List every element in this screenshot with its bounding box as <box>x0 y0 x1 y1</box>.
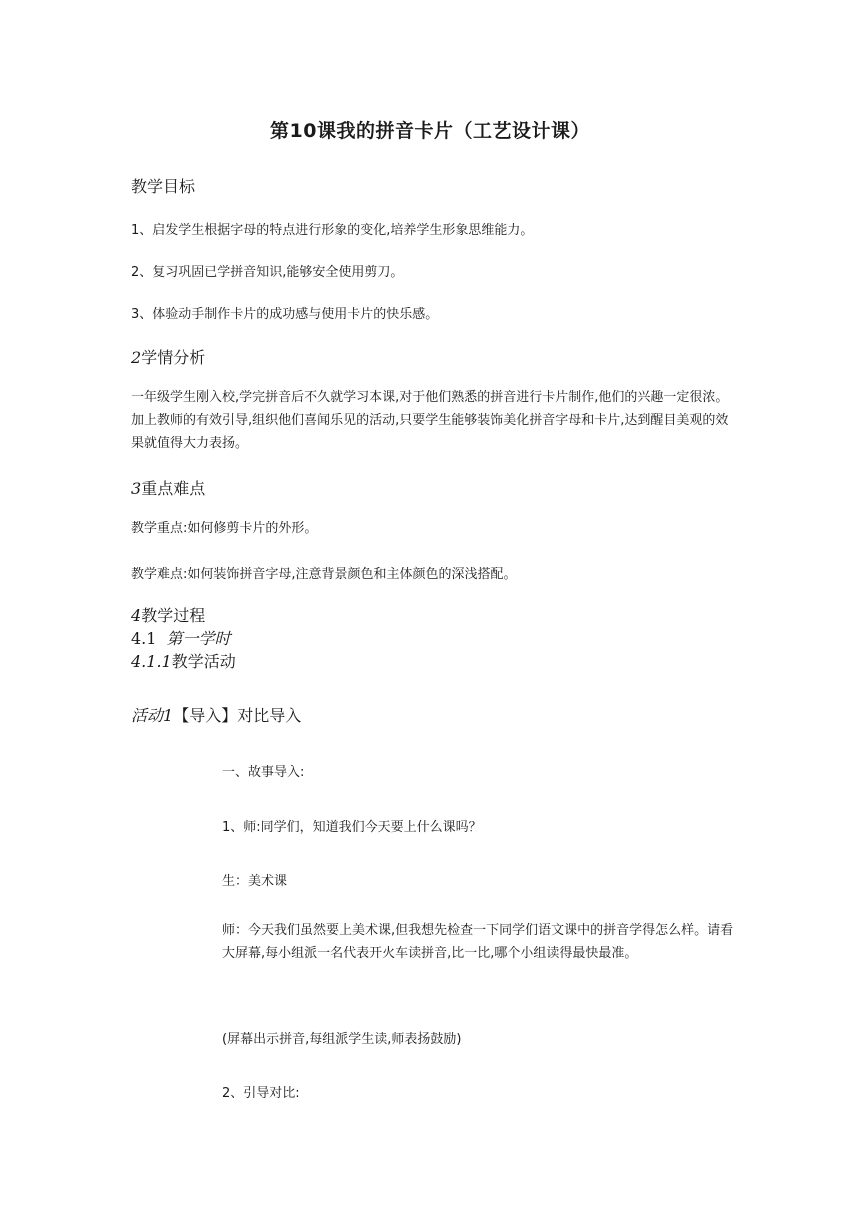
activity-line-answer: 生：美术课 <box>222 874 288 889</box>
objective-item-1: 1、启发学生根据字母的特点进行形象的变化,培养学生形象思维能力。 <box>131 223 534 238</box>
activity-heading <box>131 703 301 726</box>
section-heading-text: 重点难点 <box>141 479 206 498</box>
section-heading-text: 教学过程 <box>141 606 206 625</box>
subsection-number: 4.1.1 <box>131 652 172 671</box>
analysis-paragraph: 一年级学生刚入校,学完拼音后不久就学习本课,对于他们熟悉的拼音进行卡片制作,他们的兴趣一定很浓。加上教师的有效引导,组织他们喜闻乐见的活动,只要学生能够装饰美化拼音字母和卡片,达到醒目美观的效果就值得大力表扬。 <box>131 390 729 451</box>
section-heading-text: 学情分析 <box>141 348 206 367</box>
activity-note: (屏幕出示拼音,每组派学生读,师表扬鼓励) <box>222 1032 462 1047</box>
section-number: 2 <box>131 348 142 367</box>
subsection-heading-activities <box>131 649 236 672</box>
activity-line-story: 一、故事导入: <box>222 765 305 780</box>
section-heading-keypoints <box>131 476 205 499</box>
subsection-number: 4.1 <box>131 629 157 648</box>
section-number: 4 <box>131 606 142 625</box>
subsection-heading-text: 教学活动 <box>171 652 236 671</box>
subsection-heading-lesson <box>131 626 230 649</box>
activity-line-compare: 2、引导对比: <box>222 1086 300 1101</box>
difficulty-item: 教学难点:如何装饰拼音字母,注意背景颜色和主体颜色的深浅搭配。 <box>131 567 517 582</box>
section-number: 3 <box>131 479 142 498</box>
activity-title: 【导入】对比导入 <box>173 706 302 725</box>
activity-label: 活动1 <box>131 706 174 725</box>
activity-paragraph: 师：今天我们虽然要上美术课,但我想先检查一下同学们语文课中的拼音学得怎么样。请看大屏幕,每小组派一名代表开火车读拼音,比一比,哪个小组读得最快最准。 <box>222 923 734 961</box>
objective-item-3: 3、体验动手制作卡片的成功感与使用卡片的快乐感。 <box>131 307 439 322</box>
key-point-item: 教学重点:如何修剪卡片的外形。 <box>131 521 318 536</box>
section-heading-analysis <box>131 345 205 368</box>
activity-line-question: 1、师:同学们，知道我们今天要上什么课吗？ <box>222 820 482 835</box>
subsection-heading-text: 第一学时 <box>166 629 231 648</box>
section-heading-objectives: 教学目标 <box>131 177 196 196</box>
objective-item-2: 2、复习巩固已学拼音知识,能够安全使用剪刀。 <box>131 265 404 280</box>
section-heading-process <box>131 603 205 626</box>
page-title: 第10课我的拼音卡片（工艺设计课） <box>270 120 590 142</box>
